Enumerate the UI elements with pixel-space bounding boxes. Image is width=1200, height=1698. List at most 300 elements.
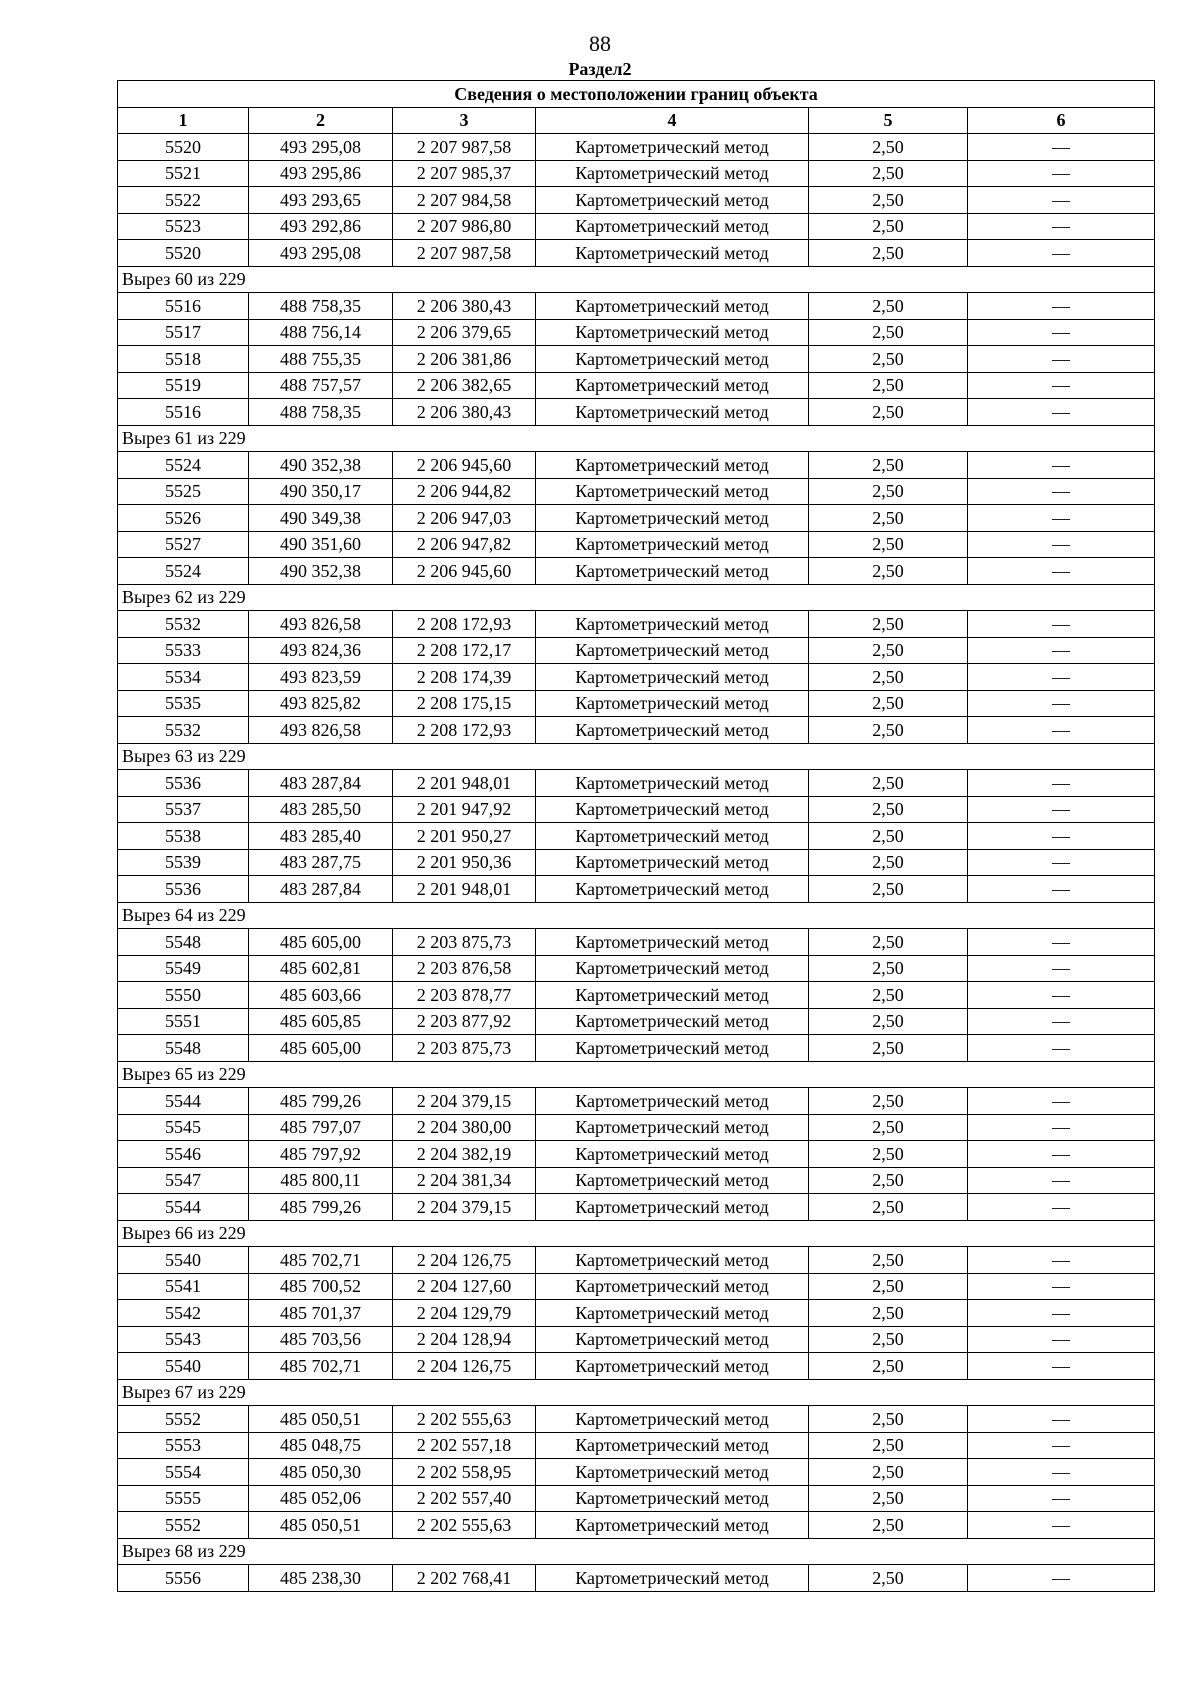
y-coordinate-cell: 2 203 875,73: [393, 1035, 536, 1062]
table-row: [118, 372, 1155, 399]
x-coordinate-cell: 493 823,59: [249, 664, 393, 691]
x-coordinate-cell: 485 050,30: [249, 1459, 393, 1486]
method-cell: Картометрический метод: [536, 1459, 809, 1486]
table-row: [118, 240, 1155, 267]
method-cell: Картометрический метод: [536, 1247, 809, 1274]
x-coordinate-cell: 485 052,06: [249, 1485, 393, 1512]
table-row: [118, 1273, 1155, 1300]
point-number-cell: 5544: [118, 1194, 249, 1221]
y-coordinate-cell: 2 207 984,58: [393, 187, 536, 214]
description-cell: —: [968, 770, 1155, 797]
x-coordinate-cell: 488 756,14: [249, 319, 393, 346]
description-cell: —: [968, 346, 1155, 373]
accuracy-cell: 2,50: [809, 531, 968, 558]
point-number-cell: 5524: [118, 558, 249, 585]
point-number-cell: 5540: [118, 1247, 249, 1274]
point-number-cell: 5537: [118, 796, 249, 823]
y-coordinate-cell: 2 204 380,00: [393, 1114, 536, 1141]
method-cell: Картометрический метод: [536, 240, 809, 267]
column-header: 3: [393, 107, 536, 134]
x-coordinate-cell: 493 826,58: [249, 717, 393, 744]
description-cell: —: [968, 690, 1155, 717]
y-coordinate-cell: 2 206 945,60: [393, 452, 536, 479]
point-number-cell: 5527: [118, 531, 249, 558]
description-cell: —: [968, 982, 1155, 1009]
method-cell: Картометрический метод: [536, 160, 809, 187]
table-group-row: [118, 1379, 1155, 1406]
x-coordinate-cell: 488 757,57: [249, 372, 393, 399]
x-coordinate-cell: 485 800,11: [249, 1167, 393, 1194]
description-cell: —: [968, 319, 1155, 346]
point-number-cell: 5551: [118, 1008, 249, 1035]
x-coordinate-cell: 490 350,17: [249, 478, 393, 505]
point-number-cell: 5520: [118, 134, 249, 161]
table-row: [118, 452, 1155, 479]
method-cell: Картометрический метод: [536, 611, 809, 638]
column-header: 2: [249, 107, 393, 134]
method-cell: Картометрический метод: [536, 1035, 809, 1062]
point-number-cell: 5553: [118, 1432, 249, 1459]
x-coordinate-cell: 485 603,66: [249, 982, 393, 1009]
accuracy-cell: 2,50: [809, 1353, 968, 1380]
description-cell: —: [968, 1008, 1155, 1035]
method-cell: Картометрический метод: [536, 1088, 809, 1115]
x-coordinate-cell: 493 295,08: [249, 240, 393, 267]
point-number-cell: 5520: [118, 240, 249, 267]
point-number-cell: 5549: [118, 955, 249, 982]
table-group-row: [118, 584, 1155, 611]
table-row: [118, 1114, 1155, 1141]
y-coordinate-cell: 2 204 128,94: [393, 1326, 536, 1353]
method-cell: Картометрический метод: [536, 664, 809, 691]
table-row: [118, 770, 1155, 797]
description-cell: —: [968, 1353, 1155, 1380]
point-number-cell: 5533: [118, 637, 249, 664]
y-coordinate-cell: 2 204 379,15: [393, 1088, 536, 1115]
y-coordinate-cell: 2 203 875,73: [393, 929, 536, 956]
description-cell: —: [968, 293, 1155, 320]
accuracy-cell: 2,50: [809, 240, 968, 267]
x-coordinate-cell: 485 797,92: [249, 1141, 393, 1168]
x-coordinate-cell: 488 758,35: [249, 293, 393, 320]
description-cell: —: [968, 823, 1155, 850]
method-cell: Картометрический метод: [536, 823, 809, 850]
cutout-label: Вырез 66 из 229: [118, 1220, 1155, 1247]
point-number-cell: 5556: [118, 1565, 249, 1592]
description-cell: —: [968, 955, 1155, 982]
column-header: 5: [809, 107, 968, 134]
accuracy-cell: 2,50: [809, 1300, 968, 1327]
description-cell: —: [968, 187, 1155, 214]
method-cell: Картометрический метод: [536, 637, 809, 664]
x-coordinate-cell: 490 352,38: [249, 452, 393, 479]
table-row: [118, 478, 1155, 505]
description-cell: —: [968, 1512, 1155, 1539]
point-number-cell: 5555: [118, 1485, 249, 1512]
description-cell: —: [968, 1141, 1155, 1168]
description-cell: —: [968, 213, 1155, 240]
point-number-cell: 5546: [118, 1141, 249, 1168]
accuracy-cell: 2,50: [809, 1326, 968, 1353]
accuracy-cell: 2,50: [809, 955, 968, 982]
x-coordinate-cell: 493 824,36: [249, 637, 393, 664]
x-coordinate-cell: 483 287,75: [249, 849, 393, 876]
table-row: [118, 1300, 1155, 1327]
point-number-cell: 5548: [118, 1035, 249, 1062]
y-coordinate-cell: 2 207 987,58: [393, 240, 536, 267]
y-coordinate-cell: 2 204 126,75: [393, 1353, 536, 1380]
accuracy-cell: 2,50: [809, 929, 968, 956]
accuracy-cell: 2,50: [809, 319, 968, 346]
table-row: [118, 1167, 1155, 1194]
description-cell: —: [968, 1247, 1155, 1274]
table-row: [118, 531, 1155, 558]
y-coordinate-cell: 2 206 945,60: [393, 558, 536, 585]
description-cell: —: [968, 611, 1155, 638]
point-number-cell: 5539: [118, 849, 249, 876]
cutout-label: Вырез 61 из 229: [118, 425, 1155, 452]
y-coordinate-cell: 2 206 382,65: [393, 372, 536, 399]
method-cell: Картометрический метод: [536, 319, 809, 346]
table-row: [118, 664, 1155, 691]
y-coordinate-cell: 2 208 172,93: [393, 611, 536, 638]
point-number-cell: 5532: [118, 611, 249, 638]
accuracy-cell: 2,50: [809, 505, 968, 532]
x-coordinate-cell: 485 605,00: [249, 1035, 393, 1062]
boundary-coordinates-table: [117, 80, 1155, 1592]
table-row: [118, 1485, 1155, 1512]
point-number-cell: 5522: [118, 187, 249, 214]
accuracy-cell: 2,50: [809, 372, 968, 399]
method-cell: Картометрический метод: [536, 505, 809, 532]
table-row: [118, 955, 1155, 982]
method-cell: Картометрический метод: [536, 187, 809, 214]
accuracy-cell: 2,50: [809, 160, 968, 187]
accuracy-cell: 2,50: [809, 1432, 968, 1459]
cutout-label: Вырез 63 из 229: [118, 743, 1155, 770]
x-coordinate-cell: 488 758,35: [249, 399, 393, 426]
table-row: [118, 1326, 1155, 1353]
table-group-row: [118, 743, 1155, 770]
y-coordinate-cell: 2 206 380,43: [393, 293, 536, 320]
y-coordinate-cell: 2 202 555,63: [393, 1512, 536, 1539]
y-coordinate-cell: 2 203 877,92: [393, 1008, 536, 1035]
accuracy-cell: 2,50: [809, 452, 968, 479]
description-cell: —: [968, 558, 1155, 585]
y-coordinate-cell: 2 201 947,92: [393, 796, 536, 823]
x-coordinate-cell: 485 050,51: [249, 1406, 393, 1433]
page-number: 88: [589, 31, 611, 56]
y-coordinate-cell: 2 208 172,93: [393, 717, 536, 744]
x-coordinate-cell: 483 285,40: [249, 823, 393, 850]
y-coordinate-cell: 2 202 768,41: [393, 1565, 536, 1592]
table-row: [118, 1512, 1155, 1539]
accuracy-cell: 2,50: [809, 558, 968, 585]
point-number-cell: 5536: [118, 770, 249, 797]
y-coordinate-cell: 2 202 557,40: [393, 1485, 536, 1512]
description-cell: —: [968, 1273, 1155, 1300]
method-cell: Картометрический метод: [536, 399, 809, 426]
point-number-cell: 5524: [118, 452, 249, 479]
accuracy-cell: 2,50: [809, 823, 968, 850]
point-number-cell: 5552: [118, 1406, 249, 1433]
y-coordinate-cell: 2 204 382,19: [393, 1141, 536, 1168]
point-number-cell: 5548: [118, 929, 249, 956]
accuracy-cell: 2,50: [809, 1485, 968, 1512]
point-number-cell: 5526: [118, 505, 249, 532]
table-group-row: [118, 1061, 1155, 1088]
y-coordinate-cell: 2 202 557,18: [393, 1432, 536, 1459]
method-cell: Картометрический метод: [536, 213, 809, 240]
accuracy-cell: 2,50: [809, 346, 968, 373]
accuracy-cell: 2,50: [809, 187, 968, 214]
table-row: [118, 187, 1155, 214]
description-cell: —: [968, 1406, 1155, 1433]
column-header-row: [118, 107, 1155, 134]
column-header: 4: [536, 107, 809, 134]
point-number-cell: 5541: [118, 1273, 249, 1300]
method-cell: Картометрический метод: [536, 1485, 809, 1512]
y-coordinate-cell: 2 206 944,82: [393, 478, 536, 505]
accuracy-cell: 2,50: [809, 1273, 968, 1300]
table-row: [118, 823, 1155, 850]
method-cell: Картометрический метод: [536, 1141, 809, 1168]
table-row: [118, 876, 1155, 903]
table-row: [118, 558, 1155, 585]
x-coordinate-cell: 485 797,07: [249, 1114, 393, 1141]
description-cell: —: [968, 717, 1155, 744]
table-row: [118, 213, 1155, 240]
y-coordinate-cell: 2 203 878,77: [393, 982, 536, 1009]
table-row: [118, 849, 1155, 876]
y-coordinate-cell: 2 208 172,17: [393, 637, 536, 664]
table-row: [118, 1565, 1155, 1592]
x-coordinate-cell: 485 602,81: [249, 955, 393, 982]
table-row: [118, 293, 1155, 320]
cutout-label: Вырез 62 из 229: [118, 584, 1155, 611]
accuracy-cell: 2,50: [809, 1565, 968, 1592]
cutout-label: Вырез 68 из 229: [118, 1538, 1155, 1565]
point-number-cell: 5535: [118, 690, 249, 717]
method-cell: Картометрический метод: [536, 1326, 809, 1353]
method-cell: Картометрический метод: [536, 717, 809, 744]
method-cell: Картометрический метод: [536, 478, 809, 505]
x-coordinate-cell: 490 352,38: [249, 558, 393, 585]
x-coordinate-cell: 485 238,30: [249, 1565, 393, 1592]
method-cell: Картометрический метод: [536, 849, 809, 876]
y-coordinate-cell: 2 204 129,79: [393, 1300, 536, 1327]
method-cell: Картометрический метод: [536, 531, 809, 558]
accuracy-cell: 2,50: [809, 134, 968, 161]
x-coordinate-cell: 485 050,51: [249, 1512, 393, 1539]
table-row: [118, 637, 1155, 664]
table-row: [118, 134, 1155, 161]
description-cell: —: [968, 240, 1155, 267]
point-number-cell: 5550: [118, 982, 249, 1009]
accuracy-cell: 2,50: [809, 849, 968, 876]
accuracy-cell: 2,50: [809, 399, 968, 426]
method-cell: Картометрический метод: [536, 558, 809, 585]
cutout-label: Вырез 60 из 229: [118, 266, 1155, 293]
table-row: [118, 1247, 1155, 1274]
x-coordinate-cell: 485 703,56: [249, 1326, 393, 1353]
y-coordinate-cell: 2 206 947,03: [393, 505, 536, 532]
description-cell: —: [968, 505, 1155, 532]
accuracy-cell: 2,50: [809, 478, 968, 505]
table-group-row: [118, 266, 1155, 293]
description-cell: —: [968, 399, 1155, 426]
table-group-row: [118, 1538, 1155, 1565]
y-coordinate-cell: 2 206 379,65: [393, 319, 536, 346]
point-number-cell: 5552: [118, 1512, 249, 1539]
description-cell: —: [968, 849, 1155, 876]
method-cell: Картометрический метод: [536, 1167, 809, 1194]
table-row: [118, 929, 1155, 956]
table-row: [118, 1035, 1155, 1062]
y-coordinate-cell: 2 207 986,80: [393, 213, 536, 240]
description-cell: —: [968, 1459, 1155, 1486]
point-number-cell: 5547: [118, 1167, 249, 1194]
point-number-cell: 5545: [118, 1114, 249, 1141]
description-cell: —: [968, 1300, 1155, 1327]
accuracy-cell: 2,50: [809, 637, 968, 664]
point-number-cell: 5532: [118, 717, 249, 744]
table-row: [118, 1194, 1155, 1221]
description-cell: —: [968, 876, 1155, 903]
cutout-label: Вырез 64 из 229: [118, 902, 1155, 929]
x-coordinate-cell: 485 799,26: [249, 1194, 393, 1221]
accuracy-cell: 2,50: [809, 1194, 968, 1221]
description-cell: —: [968, 478, 1155, 505]
method-cell: Картометрический метод: [536, 1565, 809, 1592]
description-cell: —: [968, 1485, 1155, 1512]
method-cell: Картометрический метод: [536, 929, 809, 956]
x-coordinate-cell: 493 825,82: [249, 690, 393, 717]
description-cell: —: [968, 134, 1155, 161]
accuracy-cell: 2,50: [809, 1167, 968, 1194]
accuracy-cell: 2,50: [809, 1008, 968, 1035]
accuracy-cell: 2,50: [809, 770, 968, 797]
table-group-row: [118, 425, 1155, 452]
x-coordinate-cell: 485 799,26: [249, 1088, 393, 1115]
x-coordinate-cell: 493 295,86: [249, 160, 393, 187]
description-cell: —: [968, 452, 1155, 479]
method-cell: Картометрический метод: [536, 1194, 809, 1221]
point-number-cell: 5519: [118, 372, 249, 399]
description-cell: —: [968, 1035, 1155, 1062]
description-cell: —: [968, 1326, 1155, 1353]
description-cell: —: [968, 637, 1155, 664]
y-coordinate-cell: 2 204 381,34: [393, 1167, 536, 1194]
y-coordinate-cell: 2 204 379,15: [393, 1194, 536, 1221]
point-number-cell: 5534: [118, 664, 249, 691]
x-coordinate-cell: 493 295,08: [249, 134, 393, 161]
accuracy-cell: 2,50: [809, 1088, 968, 1115]
method-cell: Картометрический метод: [536, 1300, 809, 1327]
method-cell: Картометрический метод: [536, 796, 809, 823]
method-cell: Картометрический метод: [536, 293, 809, 320]
point-number-cell: 5542: [118, 1300, 249, 1327]
description-cell: —: [968, 531, 1155, 558]
accuracy-cell: 2,50: [809, 1141, 968, 1168]
method-cell: Картометрический метод: [536, 372, 809, 399]
y-coordinate-cell: 2 202 558,95: [393, 1459, 536, 1486]
description-cell: —: [968, 1114, 1155, 1141]
y-coordinate-cell: 2 206 381,86: [393, 346, 536, 373]
method-cell: Картометрический метод: [536, 1114, 809, 1141]
method-cell: Картометрический метод: [536, 770, 809, 797]
x-coordinate-cell: 493 293,65: [249, 187, 393, 214]
table-row: [118, 346, 1155, 373]
table-group-row: [118, 902, 1155, 929]
table-row: [118, 1008, 1155, 1035]
y-coordinate-cell: 2 206 947,82: [393, 531, 536, 558]
accuracy-cell: 2,50: [809, 213, 968, 240]
method-cell: Картометрический метод: [536, 955, 809, 982]
accuracy-cell: 2,50: [809, 1512, 968, 1539]
x-coordinate-cell: 483 287,84: [249, 770, 393, 797]
accuracy-cell: 2,50: [809, 982, 968, 1009]
y-coordinate-cell: 2 208 175,15: [393, 690, 536, 717]
accuracy-cell: 2,50: [809, 611, 968, 638]
description-cell: —: [968, 1565, 1155, 1592]
point-number-cell: 5536: [118, 876, 249, 903]
y-coordinate-cell: 2 206 380,43: [393, 399, 536, 426]
accuracy-cell: 2,50: [809, 1035, 968, 1062]
method-cell: Картометрический метод: [536, 1432, 809, 1459]
point-number-cell: 5540: [118, 1353, 249, 1380]
y-coordinate-cell: 2 202 555,63: [393, 1406, 536, 1433]
x-coordinate-cell: 493 292,86: [249, 213, 393, 240]
y-coordinate-cell: 2 201 950,27: [393, 823, 536, 850]
y-coordinate-cell: 2 203 876,58: [393, 955, 536, 982]
method-cell: Картометрический метод: [536, 1008, 809, 1035]
y-coordinate-cell: 2 208 174,39: [393, 664, 536, 691]
section-label: Раздел2: [568, 59, 632, 79]
accuracy-cell: 2,50: [809, 717, 968, 744]
method-cell: Картометрический метод: [536, 1512, 809, 1539]
table-row: [118, 1088, 1155, 1115]
y-coordinate-cell: 2 201 950,36: [393, 849, 536, 876]
description-cell: —: [968, 1432, 1155, 1459]
x-coordinate-cell: 485 605,00: [249, 929, 393, 956]
point-number-cell: 5516: [118, 293, 249, 320]
x-coordinate-cell: 485 048,75: [249, 1432, 393, 1459]
column-header: 1: [118, 107, 249, 134]
x-coordinate-cell: 485 702,71: [249, 1353, 393, 1380]
description-cell: —: [968, 372, 1155, 399]
x-coordinate-cell: 485 605,85: [249, 1008, 393, 1035]
point-number-cell: 5523: [118, 213, 249, 240]
x-coordinate-cell: 485 701,37: [249, 1300, 393, 1327]
point-number-cell: 5538: [118, 823, 249, 850]
table-row: [118, 505, 1155, 532]
description-cell: —: [968, 796, 1155, 823]
method-cell: Картометрический метод: [536, 452, 809, 479]
method-cell: Картометрический метод: [536, 876, 809, 903]
description-cell: —: [968, 929, 1155, 956]
y-coordinate-cell: 2 207 987,58: [393, 134, 536, 161]
description-cell: —: [968, 160, 1155, 187]
method-cell: Картометрический метод: [536, 134, 809, 161]
accuracy-cell: 2,50: [809, 1459, 968, 1486]
point-number-cell: 5554: [118, 1459, 249, 1486]
y-coordinate-cell: 2 204 126,75: [393, 1247, 536, 1274]
y-coordinate-cell: 2 201 948,01: [393, 770, 536, 797]
x-coordinate-cell: 490 349,38: [249, 505, 393, 532]
method-cell: Картометрический метод: [536, 346, 809, 373]
y-coordinate-cell: 2 201 948,01: [393, 876, 536, 903]
